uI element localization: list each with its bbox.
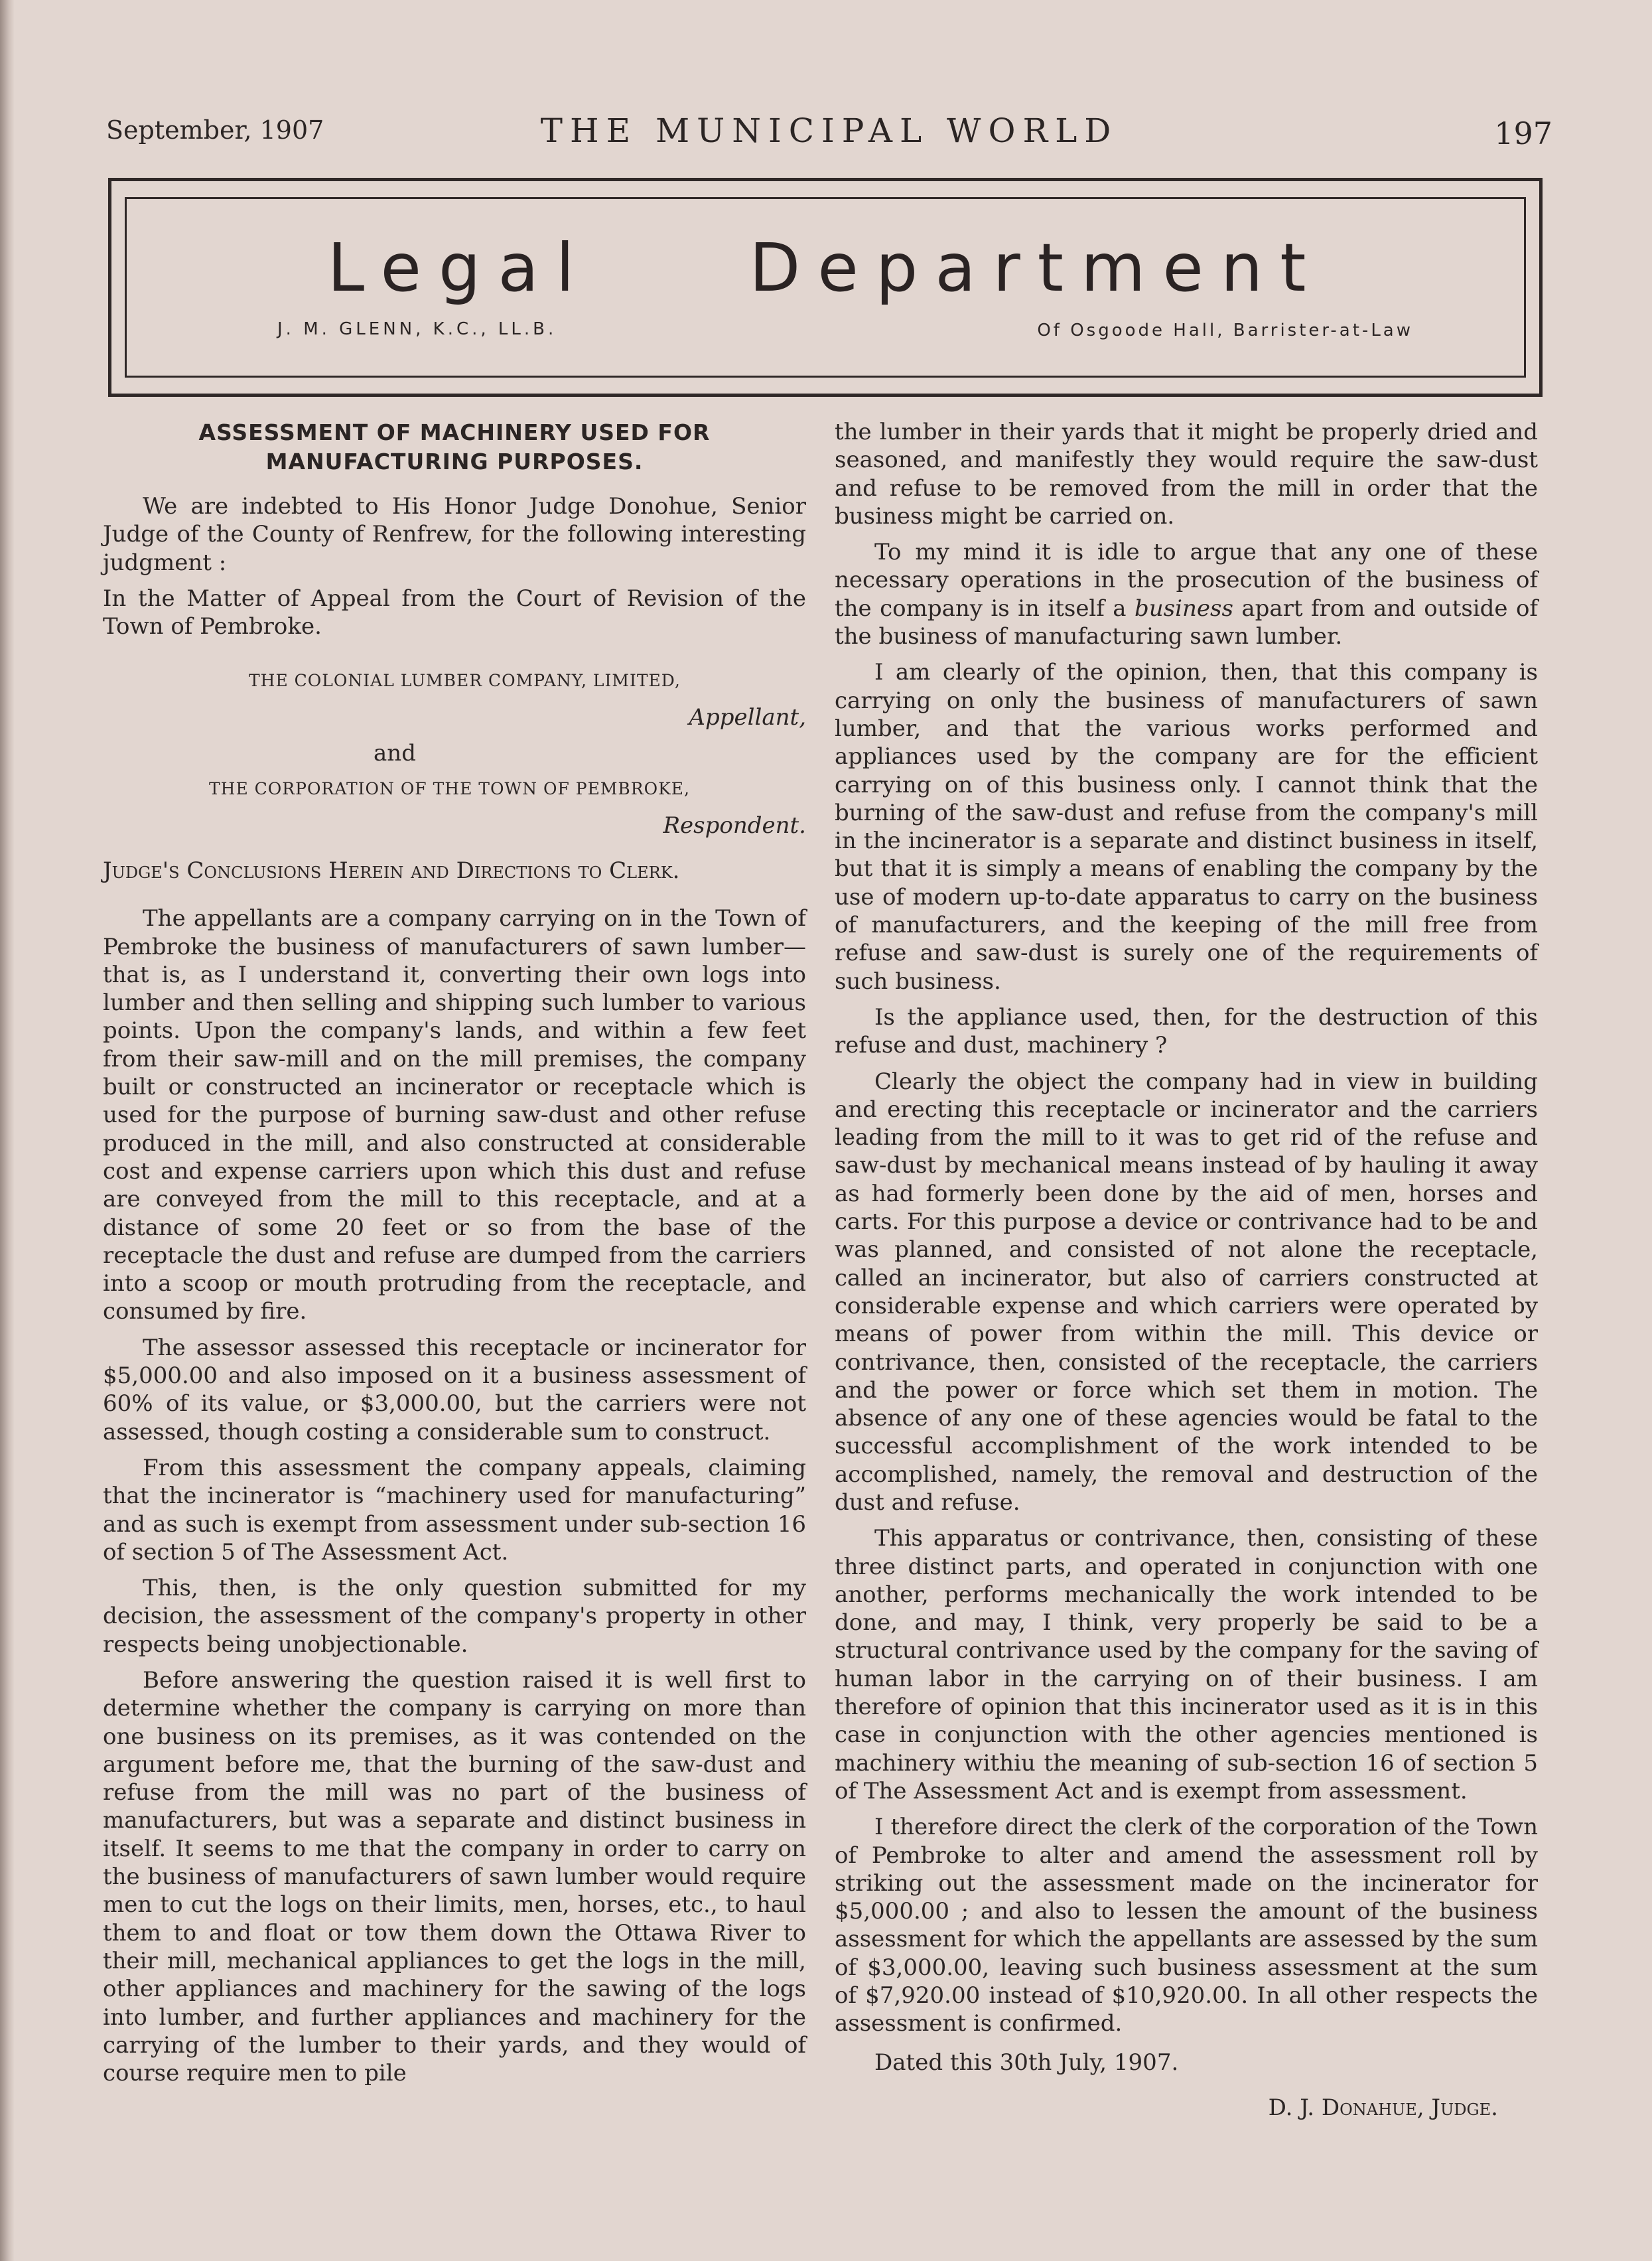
paragraph: The appellants are a company carrying on in the Town of Pembroke the business of manufacturers of sawn lumber—that is, as I understand it, converting their own logs into lumber and then selling and shipping such lumber to various points. Upon the company's lands, and within a few feet from their saw-mill and on the mill premises, the company built or constructed an incinerator or receptacle which is used for the purpose of burning saw-dust and other refuse produced in the mill, and also constructed at considerable cost and expense carriers upon which this dust and refuse are conveyed from the mill to this receptacle, and at a distance of some 20 feet or so from the base of the receptacle the dust and refuse are dumped from the carriers into a scoop or mouth protruding from the receptacle, and consumed by fire. [103, 905, 806, 1325]
page-binding-edge [0, 0, 15, 2261]
issue-date: September, 1907 [106, 115, 324, 145]
appellant-label: Appellant, [689, 703, 806, 731]
page-number: 197 [1494, 115, 1552, 151]
editor-name: J. M. GLENN, K.C., LL.B. [277, 319, 557, 339]
respondent-name: THE CORPORATION OF THE TOWN OF PEMBROKE, [209, 779, 690, 799]
editor-affiliation: Of Osgoode Hall, Barrister-at-Law [1037, 321, 1413, 340]
left-column [103, 418, 806, 2095]
section-title-word-legal: Legal [327, 229, 592, 307]
respondent-label: Respondent. [663, 812, 806, 839]
matter-caption: In the Matter of Appeal from the Court of Revision of the Town of Pembroke. [103, 585, 806, 640]
conclusions-heading: Judge's Conclusions Herein and Directions to Clerk. [103, 857, 680, 884]
and-connector: and [374, 740, 416, 767]
section-title [111, 229, 1539, 307]
paragraph: Before answering the question raised it is well first to determine whether the company is carrying on more than one business on its premises, as it was contended on the argument before me, that the burning of the saw-dust and refuse from the mill was no part of the business of manufacturers, but was a separate and distinct business in itself. It seems to me that the company in order to carry on the business of manufacturers of sawn lumber would require men to cut the logs on their limits, men, horses, etc., to haul them to and float or tow them down the Ottawa River to their mill, mechanical appliances to get the logs in the mill, other appliances and machinery for the sawing of the logs into lumber, and further appliances and machinery for the carrying of the lumber to their yards, and they would of course require men to pile [103, 1666, 806, 2087]
paragraph-continuation: the lumber in their yards that it might be properly dried and seasoned, and manifestly they would require the saw-dust and refuse to be removed from the mill in order that the business might be carried on. [835, 419, 1538, 530]
paragraph: I therefore direct the clerk of the corporation of the Town of Pembroke to alter and amend the assessment roll by striking out the assessment made on the incinerator for $5,000.00 ; and also to lessen the amount of the business assessment for which the appellants are assessed by the sum of $3,000.00, leaving such business assessment at the sum of $7,920.00 instead of $10,920.00. In all other respects the assessment is confirmed. [835, 1814, 1538, 2037]
paragraph: I am clearly of the opinion, then, that this company is carrying on only the business of manufacturers of sawn lumber, and that the various works performed and appliances used by the company are for the efficient carrying on of this business only. I cannot think that the burning of the saw-dust and refuse from the company's mill in the incinerator is a separate and distinct business in itself, but that it is simply a means of enabling the company by the use of modern up-to-date apparatus to carry on the business of manufacturers, and the keeping of the mill free from refuse and saw-dust is surely one of the requirements of such business. [835, 659, 1538, 995]
section-title-word-department: Department [749, 229, 1324, 307]
paragraph: Clearly the object the company had in view in building and erecting this receptacle or incinerator and the carriers leading from the mill to it was to get rid of the refuse and saw-dust by mechanical means instead of by hauling it away as had formerly been done by the aid of men, horses and carts. For this purpose a device or contrivance had to be and was planned, and consisted of not alone the receptacle, called an incinerator, but also of carriers constructed at considerable expense and which carriers were operated by means of power from within the mill. This device or contrivance, then, consisted of the receptacle, the carriers and the power or force which set them in motion. The absence of any one of these agencies would be fatal to the successful accomplishment of the work intended to be accomplished, namely, the removal and destruction of the dust and refuse. [835, 1068, 1538, 1516]
paragraph: Is the appliance used, then, for the destruction of this refuse and dust, machinery ? [835, 1003, 1538, 1059]
paragraph: The assessor assessed this receptacle or incinerator for $5,000.00 and also imposed on it a business assessment of 60% of its value, or $3,000.00, but the carriers were not assessed, though costing a considerable sum to construct. [103, 1334, 806, 1445]
emphasis-business: business [1135, 595, 1233, 622]
dated-line: Dated this 30th July, 1907. [874, 2049, 1179, 2076]
publication-title: THE MUNICIPAL WORLD [540, 111, 1119, 150]
judge-signature: D. J. Donahue, Judge. [1268, 2094, 1498, 2121]
paragraph [835, 538, 1538, 650]
right-column [835, 418, 1538, 2122]
paragraph-text: To my mind it is idle to argue that any one of these necessary operations in the prosecution of the business of the company is in itself a [835, 539, 1538, 622]
paragraph: This apparatus or contrivance, then, consisting of these three distinct parts, and operated in conjunction with one another, performs mechanically the work intended to be done, and may, I think, very properly be said to be a structural contrivance used by the company for the saving of human labor in the carrying on of their business. I am therefore of opinion that this incinerator used as it is in this case in conjunction with the other agencies mentioned is machinery withiu the meaning of sub-section 16 of section 5 of The Assessment Act and is exempt from assessment. [835, 1525, 1538, 1804]
paragraph: From this assessment the company appeals, claiming that the incinerator is “machinery used for manufacturing” and as such is exempt from assessment under sub-section 16 of section 5 of The Assessment Act. [103, 1454, 806, 1566]
article-heading: ASSESSMENT OF MACHINERY USED FOR MANUFACTURING PURPOSES. [198, 419, 711, 474]
paragraph: This, then, is the only question submitted for my decision, the assessment of the company's property in other respects being unobjectionable. [103, 1575, 806, 1658]
section-banner [108, 178, 1543, 397]
running-head [106, 111, 1552, 165]
intro-paragraph: We are indebted to His Honor Judge Donohue, Senior Judge of the County of Renfrew, for the following interesting judgment : [103, 493, 806, 576]
appellant-name: THE COLONIAL LUMBER COMPANY, LIMITED, [249, 671, 681, 691]
paragraph-text: apart from and outside of the business of manufacturing sawn lumber. [835, 595, 1538, 650]
